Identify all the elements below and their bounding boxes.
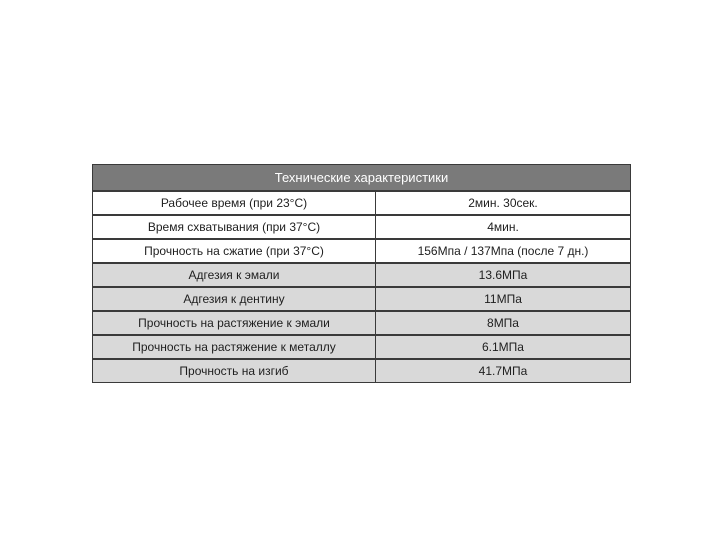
table-row — [93, 311, 631, 335]
property-name: Время схватывания (при 37°С) — [93, 215, 376, 239]
property-value: 8МПа — [376, 311, 631, 335]
property-name: Прочность на изгиб — [93, 359, 376, 383]
table-title: Технические характеристики — [93, 165, 631, 192]
table-row — [93, 215, 631, 239]
table-row — [93, 239, 631, 263]
property-name: Адгезия к дентину — [93, 287, 376, 311]
property-value: 13.6МПа — [376, 263, 631, 287]
specifications-table — [92, 164, 631, 383]
property-value: 156Мпа / 137Мпа (после 7 дн.) — [376, 239, 631, 263]
table-row — [93, 335, 631, 359]
table-header-row — [93, 165, 631, 192]
property-name: Прочность на растяжение к эмали — [93, 311, 376, 335]
table-row — [93, 263, 631, 287]
property-value: 11МПа — [376, 287, 631, 311]
property-value: 4мин. — [376, 215, 631, 239]
property-name: Рабочее время (при 23°С) — [93, 191, 376, 215]
table-row — [93, 359, 631, 383]
property-name: Прочность на сжатие (при 37°С) — [93, 239, 376, 263]
property-value: 41.7МПа — [376, 359, 631, 383]
table-row — [93, 287, 631, 311]
property-value: 2мин. 30сек. — [376, 191, 631, 215]
property-value: 6.1МПа — [376, 335, 631, 359]
table-row — [93, 191, 631, 215]
property-name: Адгезия к эмали — [93, 263, 376, 287]
property-name: Прочность на растяжение к металлу — [93, 335, 376, 359]
